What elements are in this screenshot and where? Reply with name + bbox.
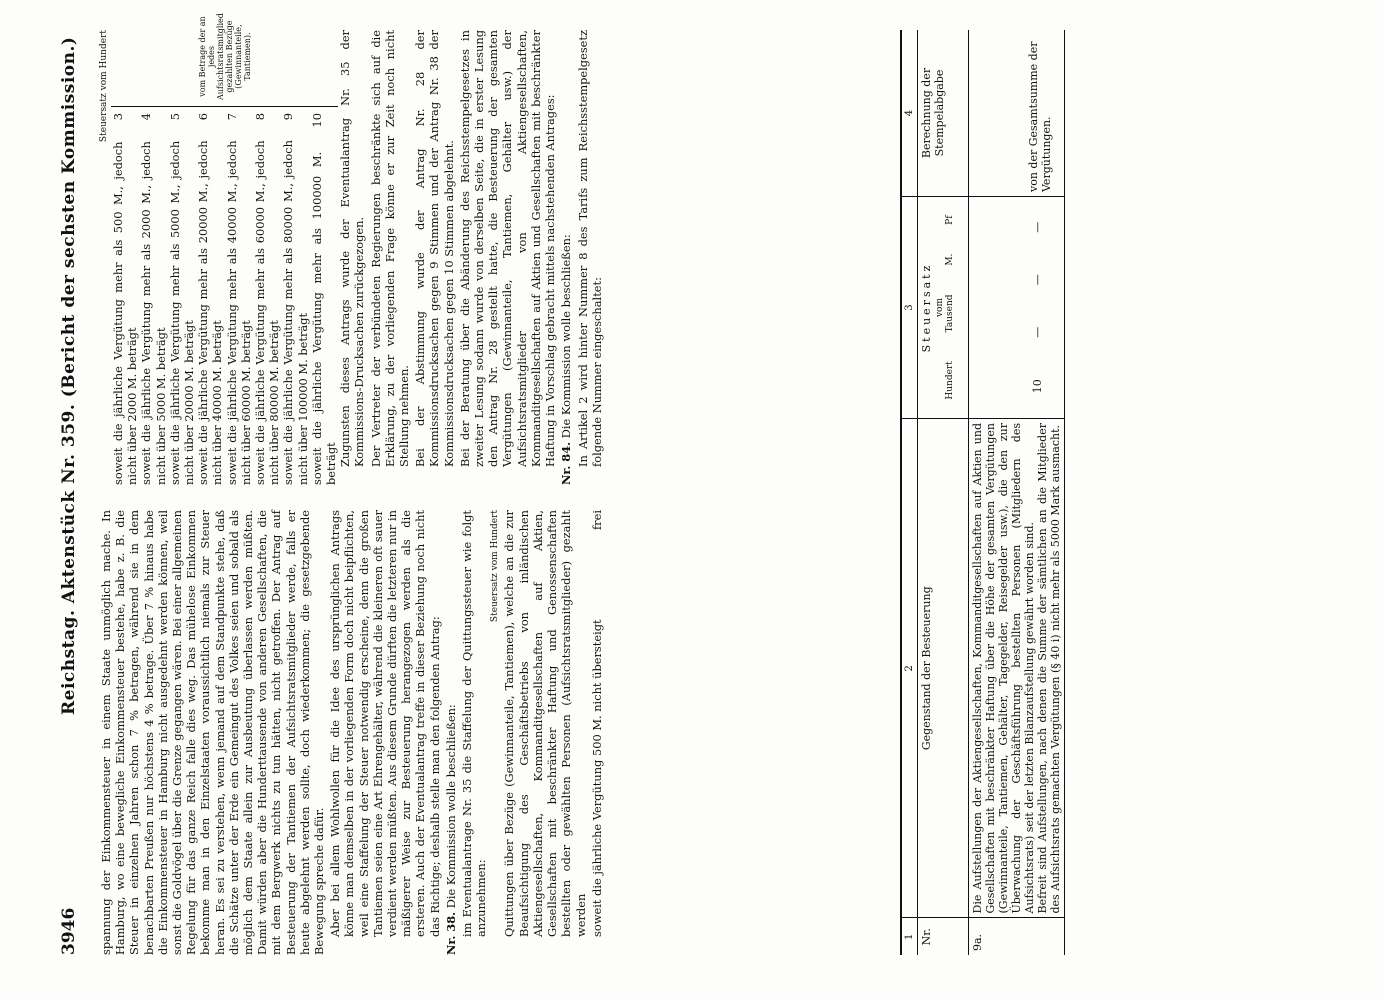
header-calc: Berechnung der Stempelabgabe: [918, 30, 969, 197]
header-nr: Nr.: [918, 918, 969, 955]
rate-block: [111, 13, 339, 485]
rate-text: soweit die jährliche Vergütung 500 M. nicht übersteigt: [589, 619, 604, 937]
rate-value: 9: [281, 113, 296, 121]
rate-row: [196, 113, 224, 485]
motion-label: Nr. 84.: [559, 441, 574, 485]
rate-value: frei: [589, 510, 604, 531]
header-row: [918, 30, 969, 955]
rate-value: 4: [139, 113, 154, 121]
motion: [559, 30, 573, 485]
left-column: [99, 510, 604, 955]
rate-row: [281, 113, 309, 485]
rate-value: 6: [196, 113, 211, 121]
rate-value: 7: [224, 113, 239, 121]
row-rate-values: [1031, 201, 1044, 414]
rate-list: [111, 113, 338, 485]
page-header: [55, 30, 87, 955]
side-note-box: [111, 13, 338, 107]
row-calc-text: von der Gesamtsumme der Vergütungen.: [1027, 41, 1053, 192]
rate-value: 3: [111, 113, 125, 121]
rate-thousand-value: —: [1031, 326, 1044, 338]
rate-text: soweit die jährliche Vergütung mehr als 20000 M., jedoch nicht über 40000 M. beträgt: [196, 140, 225, 485]
motion-text: In Artikel 2 wird hinter Nummer 8 des Tarifs zum Reichsstempelgesetz folgende Nummer eingeschaltet:: [575, 30, 604, 467]
header-rate-label: Steuersatz: [920, 262, 933, 353]
header-thousand: Tausend: [945, 294, 955, 333]
page-number: 3946: [59, 907, 79, 955]
column-number-row: [902, 30, 918, 955]
paragraph: Zugunsten dieses Antrags wurde der Eventualantrag Nr. 35 der Kommissions-Drucksachen zurückgezogen.: [338, 30, 367, 467]
paragraph: Bei der Beratung über die Abänderung des Reichsstempelgesetzes in zweiter Lesung sodann wurde von derselben Seite, die in erster Lesung den Antrag Nr. 28 gestellt hatte, die Besteuerung der gesamten Vergütungen (Gewinnanteile, Tantiemen, Gehälter usw.) der Aufsichtsratsmitglieder von Aktiengesellschaften, Kommanditgesellschaften auf Aktien und Gesellschaften mit beschränkter Haftung in Vorschlag gebracht mittels nachstehenden Antrages:: [457, 30, 558, 467]
column-number: 3: [902, 197, 918, 419]
motion-label: Nr. 38.: [443, 911, 458, 955]
header-hundred: Hundert: [945, 361, 955, 400]
paragraph: spannung der Einkommensteuer in einem Staate unmöglich mache. In Hamburg, wo eine bewegliche Einkommensteuer bestehe, habe z. B. die Steuer in einzelnen Jahren schon 7 % betragen, während sie in dem benachbarten Preußen nur höchstens 4 % betrage. Über 7 % hinaus habe die Einkommensteuer in Hamburg nicht ausgedehnt werden können, weil sonst die Goldvögel über die Grenze gegangen wären. Bei einer allgemeinen Regelung für das ganze Reich falle dies weg. Das mühelose Einkommen bekomme man in den Einzelstaaten voraussichtlich niemals zur Steuer heran. Es sei zu verstehen, wenn jemand auf dem Standpunkte stehe, daß die Schätze unter der Erde ein Gemeingut des Volkes seien und sobald als möglich dem Staate allein zur Ausbeutung überlassen werden müßten. Damit würden aber die Hunderttausende von anderen Gesellschaften, die mit dem Bergwerk nichts zu tun hätten, nicht getroffen. Der Antrag auf Besteuerung der Tantiemen der Aufsichtsratsmitglieder werde, falls er heute abgelehnt werden sollte, doch wiederkommen; die gesetzgebende Bewegung spreche dafür.: [99, 510, 327, 955]
rate-text: soweit die jährliche Vergütung mehr als 80000 M., jedoch nicht über 100000 M. beträgt: [281, 140, 310, 485]
rate-text: soweit die jährliche Vergütung mehr als 5000 M., jedoch nicht über 20000 M. beträgt: [167, 140, 197, 485]
rate-row: [139, 113, 167, 485]
rate-text: soweit die jährliche Vergütung mehr als 40000 M., jedoch nicht über 60000 M. beträgt: [224, 140, 253, 485]
rate-mark-value: —: [1031, 274, 1044, 286]
motion: [444, 510, 458, 955]
rate-value: 5: [167, 113, 182, 121]
digitization-note: [1348, 20, 1362, 980]
rate-row: [590, 510, 604, 955]
paragraph: Der Vertreter der verbündeten Regierungen beschränkte sich auf die Erklärung, zu der vorliegenden Frage könne er zur Zeit noch nicht Stellung nehmen.: [368, 30, 412, 467]
header-mark: M.: [945, 253, 955, 266]
page-title: Reichstag. Aktenstück Nr. 359. (Bericht der sechsten Kommission.): [59, 36, 79, 715]
rate-row: [225, 113, 253, 485]
rate-text: soweit die jährliche Vergütung mehr als 100000 M. beträgt: [309, 151, 339, 485]
tariff-table: [900, 30, 1065, 955]
rate-hundred-value: 10: [1031, 379, 1044, 394]
rate-row: [310, 113, 338, 485]
rate-text: soweit die jährliche Vergütung mehr als 2000 M., jedoch nicht über 5000 M. beträgt: [139, 141, 168, 485]
rate-row: [111, 113, 139, 485]
row-rate: [969, 197, 1065, 419]
column-number: 1: [902, 918, 918, 955]
row-nr: 9a.: [971, 933, 984, 951]
column-number: 2: [902, 419, 918, 919]
paragraph: Aber bei allem Wohlwollen für die Idee des ursprünglichen Antrags könne man demselben in der vorliegenden Form doch nicht beipflichten, weil eine Staffelung der Steuer notwendig erscheine, denn die großen Tantiemen seien eine Art Ehrengehälter, während die kleineren oft sauer verdient werden müßten. Aus diesem Grunde dürften die letzteren nur in mäßigerer Weise zur Besteuerung herangezogen werden als die ersteren. Auch der Eventualantrag treffe in dieser Beziehung noch nicht das Richtige; deshalb stelle man den folgenden Antrag:: [328, 510, 442, 937]
right-column: [99, 13, 606, 485]
row-exempt: Befreit sind Aufstellungen, nach denen die Summe der sämtlichen an die Mitglieder des Aufsichtsrats gemachten Vergütungen (§ 40 i) nicht mehr als 5000 Mark ausmacht.: [1036, 423, 1062, 914]
item-title: Quittungen über Bezüge (Gewinnanteile, Tantiemen), welche an die zur Beaufsichtigung des Geschäftsbetriebs von inländischen Aktiengesellschaften, Kommanditgesellschaften auf Aktien, Gesellschaften mit beschränkter Haftung und Genossenschaften bestellten oder gewählten Personen (Aufsichtsratsmitglieder) gezahlt werden: [502, 510, 588, 937]
header-rate-units: [945, 201, 955, 414]
rotated-page-content: [55, 13, 1330, 955]
row-subject: [969, 419, 1065, 919]
rate-row: [168, 113, 196, 485]
rate-text: soweit die jährliche Vergütung mehr als 500 M., jedoch nicht über 2000 M. beträgt: [111, 141, 140, 485]
rate-row: [253, 113, 281, 485]
rate-value: 8: [253, 113, 268, 121]
header-subject: Gegenstand der Besteuerung: [918, 419, 969, 919]
header-vom: vom: [935, 297, 945, 318]
rate-header: Steuersatz vom Hundert: [490, 510, 501, 623]
motion-intro: Die Kommission wolle beschließen:: [443, 704, 458, 909]
column-number: 4: [902, 30, 918, 197]
motion-text: im Eventualantrage Nr. 35 die Staffelung der Quittungssteuer wie folgt anzunehmen:: [460, 510, 489, 937]
row-text: Die Aufstellungen der Aktiengesellschaften, Kommanditgesellschaften auf Aktien und Gesellschaften mit beschränkter Haftung über die Höhe der gesamten Vergütungen (Gewinnanteile, Tantiemen, Gehälter, Tagegelder, Reisegelder usw.), die den zur Überwachung der Geschäftsführung bestellten Personen (Mitgliedern des Aufsichtsrats) seit der letzten Bilanzaufstellung gewährt worden sind.: [971, 423, 1036, 914]
row-calc: [969, 30, 1065, 197]
side-note: vom Betrage der an jedes Aufsichtsratsmitglied gezahlten Bezüge (Gewinnanteile, Tantiemen).: [197, 13, 252, 100]
rate-text: soweit die jährliche Vergütung mehr als 60000 M., jedoch nicht über 80000 M. beträgt: [253, 140, 282, 485]
rate-header: Steuersatz vom Hundert: [99, 30, 109, 143]
table-row: [969, 30, 1065, 955]
rate-pf-value: —: [1031, 221, 1044, 233]
header-rate: [918, 197, 969, 419]
rate-value: 10: [309, 113, 324, 128]
paragraph: Bei der Abstimmung wurde der Antrag Nr. 28 der Kommissionsdrucksachen gegen 9 Stimmen und der Antrag Nr. 38 der Kommissionsdrucksachen gegen 10 Stimmen abgelehnt.: [413, 30, 456, 467]
header-rate-sub: [935, 201, 945, 414]
header-pf: Pf: [945, 215, 955, 225]
motion-intro: Die Kommission wolle beschließen:: [559, 234, 574, 439]
